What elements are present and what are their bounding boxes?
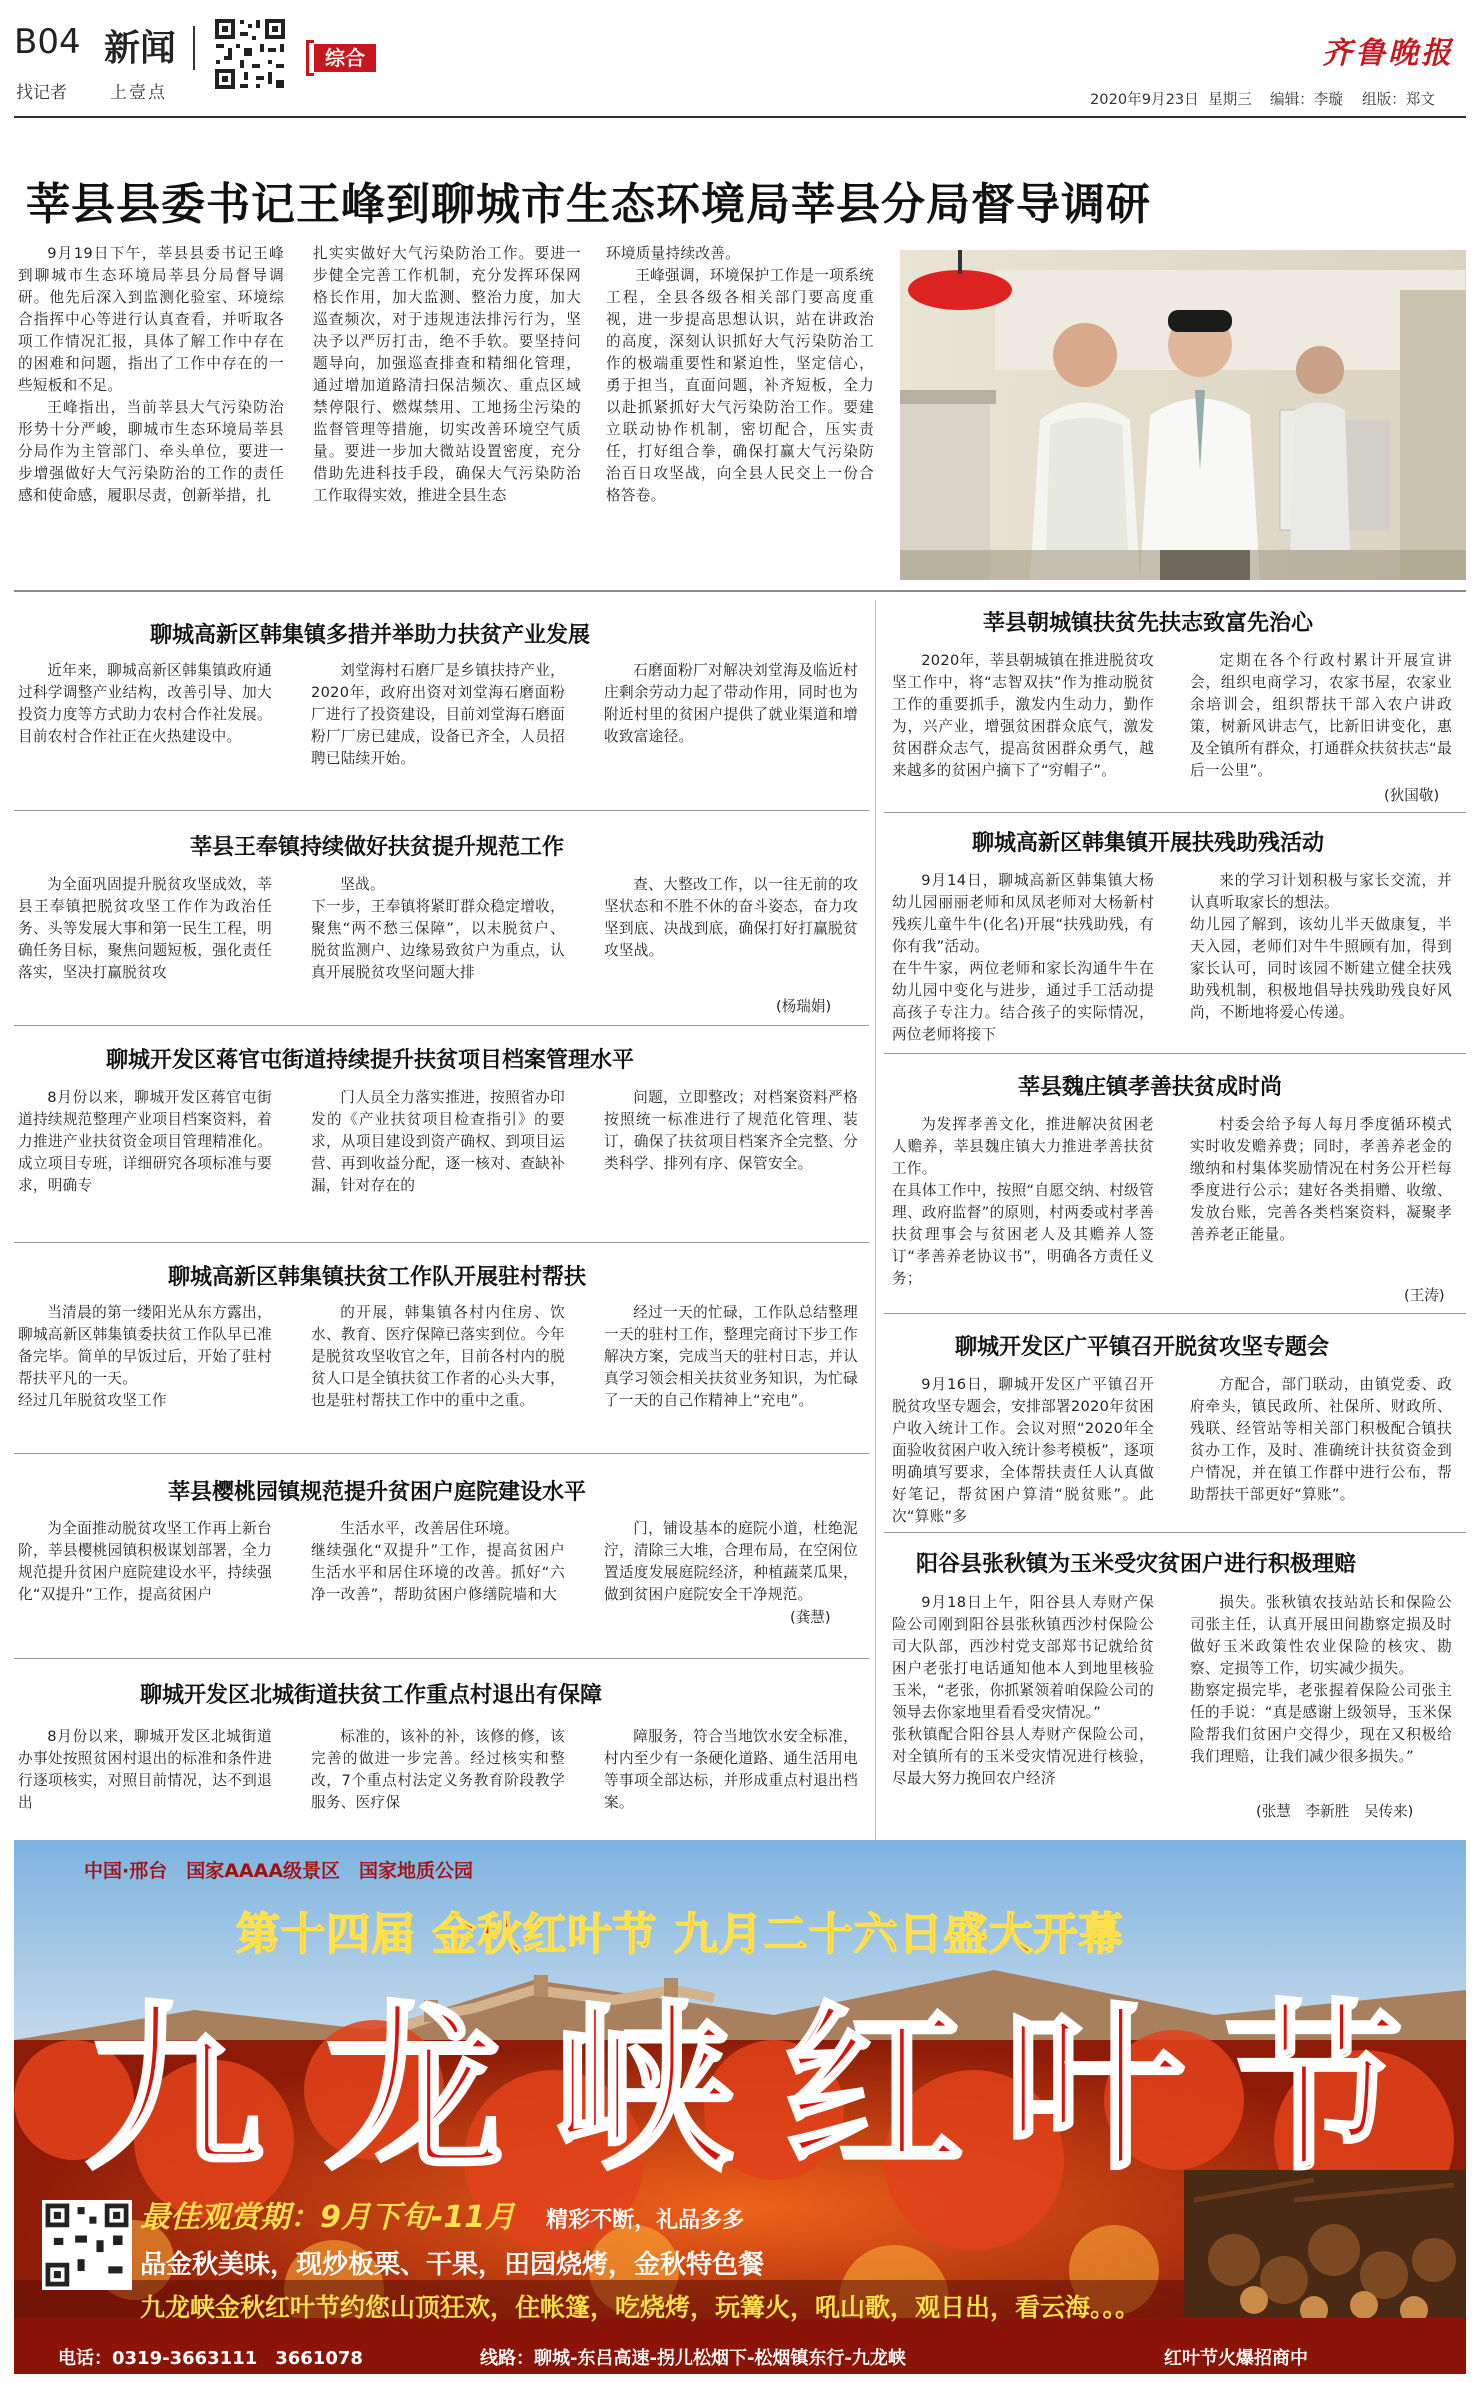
article-column: 来的学习计划积极与家长交流，并认真听取家长的想法。 幼儿园了解到，该幼儿半天做康复，半天入园，老师们对牛牛照顾有加，得到家长认可，同时该园不断建立健全扶残助残机制，积极地倡导扶残助残良好风尚，不断地将爱心传递。 — [1190, 872, 1452, 1021]
ad-phone — [58, 2344, 363, 2370]
article-column: 为全面巩固提升脱贫攻坚成效，莘县王奉镇把脱贫攻坚工作作为政治任务、头等发展大事和第一民生工程，明确任务目标，聚焦问题短板，强化责任落实，坚决打赢脱贫攻 — [18, 876, 272, 981]
article-column: 2020年，莘县朝城镇在推进脱贫攻坚工作中，将“志智双扶”作为推动脱贫工作的重要抓手，激发内生动力，勤作为，兴产业，增强贫困群众底气，激发贫困群众志气，提高贫困群众勇气，越来越多的贫困户摘下了“穷帽子”。 — [892, 652, 1154, 779]
article-divider — [14, 1025, 869, 1026]
ad-best-time-value: 9月下旬-11月 — [320, 2200, 516, 2235]
article-column: 标准的，该补的补，该修的修，该完善的做进一步完善。经过核实和整改，7个重点村法定义务教育阶段教学服务、医疗保 — [311, 1728, 565, 1811]
issue-weekday: 星期三 — [1208, 91, 1252, 108]
lead-paragraph: 王峰指出，当前莘县大气污染防治形势十分严峻，聊城市生态环境局莘县分局作为主管部门、牵头单位，要进一步增强做好大气污染防治的工作的责任感和使命感，履职尽责，创新举措，扎 — [18, 399, 284, 504]
advertisement — [14, 1840, 1466, 2374]
lead-column-2 — [313, 243, 581, 507]
article-divider — [884, 1053, 1466, 1054]
article-column: 8月份以来，聊城开发区北城街道办事处按照贫困村退出的标准和条件进行逐项核实，对照目前情况，达不到退出 — [18, 1728, 272, 1811]
lead-paragraph: 王峰强调，环境保护工作是一项系统工程，全县各级各相关部门要高度重视，进一步提高思想认识，站在讲政治的高度，深刻认识抓好大气污染防治工作的极端重要性和紧迫性，坚定信心，勇于担当，直面问题，补齐短板，全力以赴抓紧抓好大气污染防治工作。要建立联动协作机制，密切配合，压实责任，打好组合拳，确保打赢大气污染防治百日攻坚战，向全县人民交上一份合格答卷。 — [606, 267, 874, 504]
article-column: 坚战。 下一步，王奉镇将紧盯群众稳定增收，聚焦“两不愁三保障”，以未脱贫户、脱贫监测户、边缘易致贫户为重点，认真开展脱贫攻坚问题大排 — [311, 876, 565, 981]
article-column: 村委会给予每人每月季度循环模式实时收发赡养费；同时，孝善养老金的缴纳和村集体奖励情况在村务公开栏每季度进行公示；建好各类捐赠、收缴、发放台账，完善各类档案资料，凝聚孝善养老正能量。 — [1190, 1116, 1452, 1243]
article-column: 近年来，聊城高新区韩集镇政府通过科学调整产业结构，改善引导、加大投资力度等方式助力农村合作社发展。目前农村合作社正在火热建设中。 — [18, 662, 272, 745]
article-column: 门人员全力落实推进，按照省办印发的《产业扶贫项目检查指引》的要求，从项目建设到资产确权、到项目运营、再到收益分配，逐一核对、查缺补漏，针对存在的 — [311, 1089, 565, 1194]
article-title: 阳谷县张秋镇为玉米受灾贫困户进行积极理赔 — [916, 1552, 1357, 1577]
article-author: (杨瑞娟) — [776, 998, 832, 1015]
lead-photo — [900, 250, 1466, 580]
column-tag — [306, 40, 380, 76]
lead-column-1 — [18, 243, 284, 507]
article-divider — [884, 1313, 1466, 1314]
article-divider — [884, 1532, 1466, 1533]
ad-recruit: 红叶节火爆招商中 — [1164, 2348, 1308, 2369]
ad-food-line: 品金秋美味，现炒板栗、干果，田园烧烤，金秋特色餐 — [140, 2250, 765, 2280]
article-title: 莘县樱桃园镇规范提升贫困户庭院建设水平 — [168, 1480, 587, 1505]
article-column: 查、大整改工作，以一往无前的攻坚状态和不胜不休的奋斗姿态，奋力攻坚到底、决战到底，确保打好打赢脱贫攻坚战。 — [604, 876, 858, 959]
column-tag-label: 综合 — [314, 44, 376, 72]
lead-paragraph: 扎实实做好大气污染防治工作。要进一步健全完善工作机制，充分发挥环保网格长作用，加大监测、整治力度，加大巡查频次，对于违规违法排污行为，坚决予以严厉打击，绝不手软。要坚持问题导向，加强巡查排查和精细化管理，通过增加道路清扫保洁频次、重点区域禁停限行、燃煤禁用、工地扬尘污染的监督管理等措施，切实改善环境空气质量。要进一步加大微站设置密度，充分借助先进科技手段，确保大气污染防治工作取得实效，推进全县生态 — [313, 245, 581, 504]
issue-date: 2020年9月23日 — [1090, 91, 1199, 108]
ad-phone-label: 电话： — [58, 2348, 112, 2369]
ad-title-char: 峡 — [554, 1984, 735, 2195]
ad-title-char: 节 — [1224, 1984, 1405, 2195]
ad-title-char: 九 — [84, 1984, 265, 2195]
ad-title-char: 红 — [784, 1984, 965, 2195]
article-title: 聊城开发区广平镇召开脱贫攻坚专题会 — [955, 1335, 1330, 1360]
page-header — [0, 0, 1480, 140]
ad-top-line: 中国·邢台 国家AAAA级景区 国家地质公园 — [84, 1860, 474, 1882]
section-name: 新闻 — [104, 28, 177, 69]
header-rule — [14, 116, 1466, 118]
ad-route: 线路：聊城-东吕高速-拐儿松烟下-松烟镇东行-九龙峡 — [480, 2348, 906, 2369]
tag-bracket-icon — [306, 40, 314, 76]
ad-phone-number: 0319-3663111 3661078 — [112, 2348, 363, 2369]
article-column: 9月16日，聊城开发区广平镇召开脱贫攻坚专题会，安排部署2020年贫困户收入统计工作。会议对照“2020年全面验收贫困户收入统计参考模板”，逐项明确填写要求，全体帮扶责任人认真做好笔记，帮贫困户算清“脱贫账”。此次“算账”多 — [892, 1376, 1154, 1525]
article-column: 障服务，符合当地饮水安全标准，村内至少有一条硬化道路、通生活用电等事项全部达标，并形成重点村退出档案。 — [604, 1728, 858, 1811]
lead-bottom-rule — [14, 590, 1466, 592]
article-column: 经过一天的忙碌，工作队总结整理一天的驻村工作，整理完商讨下步工作解决方案，完成当天的驻村日志，并认真学习领会相关扶贫业务知识，为忙碌了一天的自己作精神上“充电”。 — [604, 1304, 858, 1409]
article-column: 的开展，韩集镇各村内住房、饮水、教育、医疗保障已落实到位。今年是脱贫攻坚收官之年，目前各村内的脱贫人口是全镇扶贫工作者的心头大事，也是驻村帮扶工作中的重中之重。 — [311, 1304, 565, 1409]
article-title: 聊城开发区北城街道扶贫工作重点村退出有保障 — [140, 1683, 603, 1708]
article-divider — [14, 1658, 869, 1659]
article-column: 9月18日上午，阳谷县人寿财产保险公司刚到阳谷县张秋镇西沙村保险公司大队部，西沙村党支部郑书记就给贫困户老张打电话通知他本人到地里核验玉米，“老张，你抓紧领着咱保险公司的领导去你家地里看看受灾情况。” 张秋镇配合阳谷县人寿财产保险公司，对全镇所有的玉米受灾情况进行核验，尽最大努力挽回农户经济 — [892, 1594, 1154, 1787]
article-divider — [14, 1453, 869, 1454]
slogan-left: 找记者 — [16, 83, 67, 103]
ad-best-time — [140, 2192, 744, 2236]
article-column: 为发挥孝善文化，推进解决贫困老人赡养，莘县魏庄镇大力推进孝善扶贫工作。 在具体工作中，按照“自愿交纳、村级管理、政府监督”的原则，村两委或村孝善扶贫理事会与贫困老人及其赡养人签订“孝善养老协议书”，明确各方责任义务； — [892, 1116, 1154, 1287]
ad-title-char: 叶 — [1004, 1984, 1185, 2195]
ad-best-time-label: 最佳观赏期： — [140, 2200, 320, 2235]
slogan-right: 上壹点 — [110, 83, 167, 103]
date-line — [0, 88, 1466, 108]
article-divider — [14, 810, 869, 811]
header-divider — [193, 26, 195, 70]
article-title: 莘县王奉镇持续做好扶贫提升规范工作 — [190, 835, 565, 860]
paper-logo: 齐鲁晚报 — [1322, 36, 1454, 71]
article-title: 聊城高新区韩集镇扶贫工作队开展驻村帮扶 — [168, 1265, 587, 1290]
article-column: 定期在各个行政村累计开展宣讲会，组织电商学习，农家书屋，农家业余培训会，组织帮扶干部入农户讲政策，树新风讲志气，比新旧讲变化，惠及全镇所有群众，打通群众扶贫扶志“最后一公里”。 — [1190, 652, 1452, 779]
lead-paragraph: 9月19日下午，莘县县委书记王峰到聊城市生态环境局莘县分局督导调研。他先后深入到监测化验室、环境综合指挥中心等进行认真查看，并听取各项工作情况汇报，具体了解工作中存在的困难和问题，指出了工作中存在的一些短板和不足。 — [18, 245, 284, 394]
article-divider — [14, 1242, 869, 1243]
article-column: 问题，立即整改；对档案资料严格按照统一标准进行了规范化管理、装订，确保了扶贫项目档案齐全完整、分类科学、排列有序、保管安全。 — [604, 1089, 858, 1172]
article-column: 损失。张秋镇农技站站长和保险公司张主任，认真开展田间勘察定损及时做好玉米政策性农业保险的核灾、勘察、定损等工作，切实减少损失。 勘察定损完毕，老张握着保险公司张主任的手说：“真是感谢上级领导，玉米保险帮我们贫困户交得少，现在又积极给我们理赔，让我们减少很多损失。” — [1190, 1594, 1452, 1765]
ad-big-title — [84, 1984, 1414, 2200]
editor-credit: 编辑：李璇 — [1270, 91, 1343, 108]
column-divider — [875, 600, 876, 1850]
article-author: (王涛) — [1404, 1287, 1445, 1304]
lead-headline: 莘县县委书记王峰到聊城市生态环境局莘县分局督导调研 — [26, 179, 1151, 230]
qr-code-icon — [212, 16, 288, 92]
article-column: 为全面推动脱贫攻坚工作再上新台阶，莘县樱桃园镇积极谋划部署，全力规范提升贫困户庭院建设水平，持续强化“双提升”工作，提高贫困户 — [18, 1520, 272, 1603]
article-title: 莘县朝城镇扶贫先扶志致富先治心 — [983, 611, 1314, 636]
ad-qr-code-icon — [42, 2200, 132, 2290]
article-title: 聊城开发区蒋官屯街道持续提升扶贫项目档案管理水平 — [106, 1048, 635, 1073]
article-column: 8月份以来，聊城开发区蒋官屯街道持续规范整理产业项目档案资料，着力推进产业扶贫资金项目管理精准化。成立项目专班，详细研究各项标准与要求，明确专 — [18, 1089, 272, 1194]
ad-festival-banner: 第十四届 金秋红叶节 九月二十六日盛大开幕 — [236, 1909, 1124, 1960]
article-column: 石磨面粉厂对解决刘堂海及临近村庄剩余劳动力起了带动作用，同时也为附近村里的贫困户提供了就业渠道和增收致富途径。 — [604, 662, 858, 745]
article-title: 聊城高新区韩集镇开展扶残助残活动 — [972, 831, 1325, 856]
article-author: (龚慧) — [790, 1609, 831, 1626]
article-column: 方配合，部门联动，由镇党委、政府牵头，镇民政所、社保所、财政所、残联、经管站等相关部门积极配合镇扶贫办工作，及时、准确统计扶贫资金到户情况，并在镇工作群中进行公布，帮助帮扶干部更好“算账”。 — [1190, 1376, 1452, 1503]
layout-credit: 组版：郑文 — [1362, 91, 1435, 108]
ad-footer — [14, 2338, 1466, 2374]
ad-title-char: 龙 — [324, 1984, 505, 2195]
lead-paragraph: 环境质量持续改善。 — [606, 245, 741, 262]
article-title: 莘县魏庄镇孝善扶贫成时尚 — [1018, 1075, 1283, 1100]
article-column: 刘堂海村石磨厂是乡镇扶持产业，2020年，政府出资对刘堂海石磨面粉厂进行了投资建设，目前刘堂海石磨面粉厂厂房已建成，设备已齐全，人员招聘已陆续开始。 — [311, 662, 565, 767]
ad-gift-line: 精彩不断，礼品多多 — [546, 2208, 745, 2233]
article-column: 9月14日，聊城高新区韩集镇大杨幼儿园丽丽老师和凤凤老师对大杨新村残疾儿童牛牛(化名)开展“扶残助残，有你有我”活动。 在牛牛家，两位老师和家长沟通牛牛在幼儿园中变化与进步，通过手工活动提高孩子专注力。结合孩子的实际情况，两位老师将接下 — [892, 872, 1154, 1043]
article-author: (张慧 李新胜 吴传来) — [1256, 1803, 1414, 1820]
article-column: 当清晨的第一缕阳光从东方露出，聊城高新区韩集镇委扶贫工作队早已准备完毕。简单的早饭过后，开始了驻村帮扶平凡的一天。 经过几年脱贫攻坚工作 — [18, 1304, 272, 1409]
article-divider — [884, 812, 1466, 813]
ad-slogan: 九龙峡金秋红叶节约您山顶狂欢，住帐篷，吃烧烤，玩篝火，吼山歌，观日出，看云海。。。 — [140, 2293, 1141, 2322]
article-title: 聊城高新区韩集镇多措并举助力扶贫产业发展 — [150, 623, 591, 648]
page-number: B04 — [14, 22, 81, 62]
article-column: 生活水平，改善居住环境。 继续强化“双提升”工作，提高贫困户生活水平和居住环境的改善。抓好“六净一改善”，帮助贫困户修缮院墙和大 — [311, 1520, 565, 1603]
article-author: (狄国敬) — [1384, 787, 1440, 804]
lead-column-3 — [606, 243, 874, 507]
article-column: 门，铺设基本的庭院小道，杜绝泥泞，清除三大堆，合理布局，在空闲位置适度发展庭院经济，种植蔬菜瓜果，做到贫困户庭院安全干净规范。 — [604, 1520, 858, 1603]
